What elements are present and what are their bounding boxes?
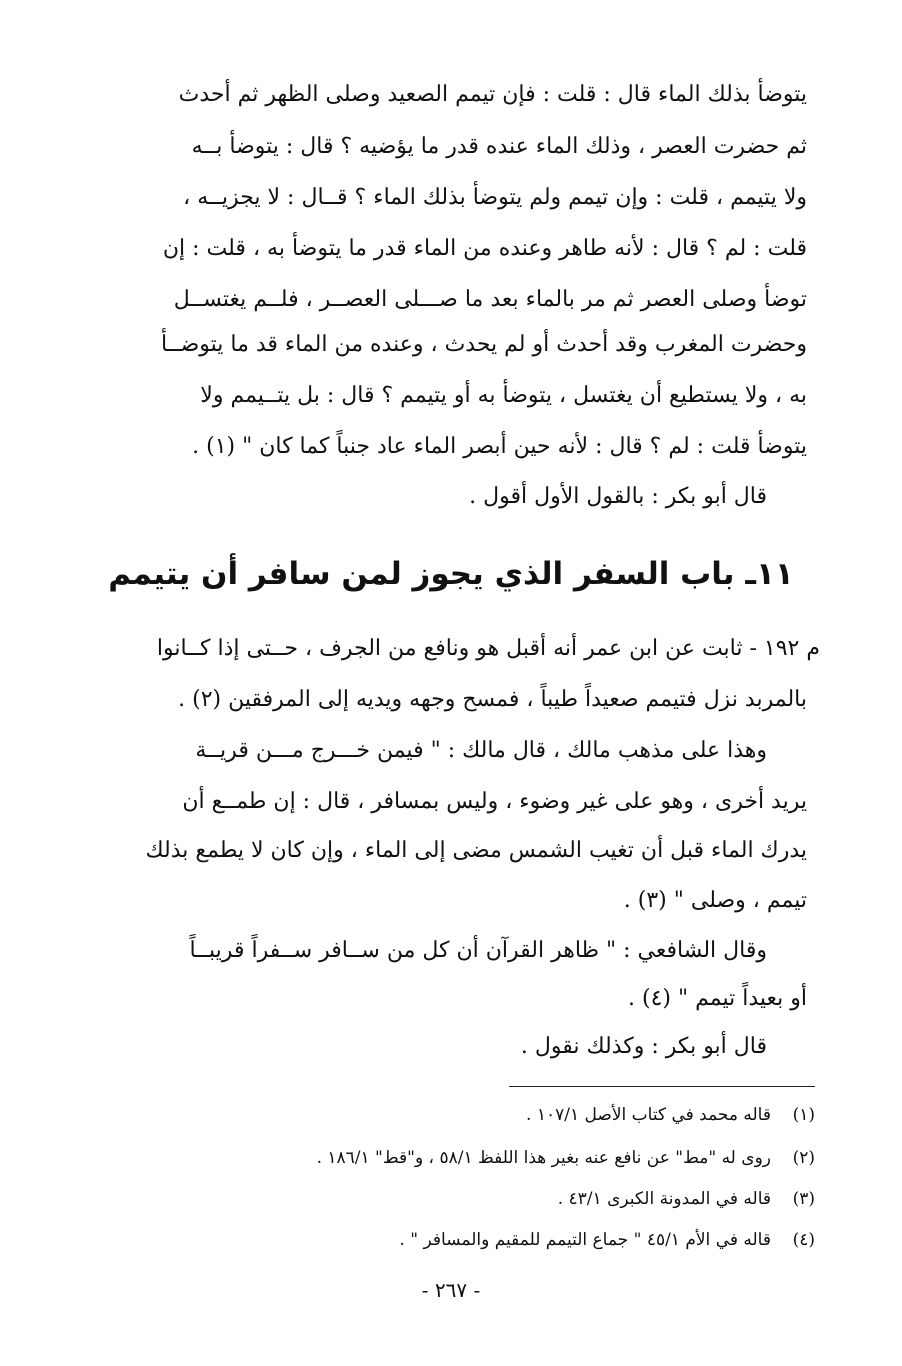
footnote-text: روى له "مط" عن نافع عنه بغير هذا اللفظ ٥٨/١ ، و"قط" ١٨٦/١ . — [316, 1148, 771, 1168]
body-line: وحضرت المغرب وقد أحدث أو لم يحدث ، وعنده من الماء قد ما يتوضــأ — [160, 332, 807, 357]
footnote-text: قاله محمد في كتاب الأصل ١٠٧/١ . — [526, 1105, 771, 1125]
footnote — [526, 1102, 815, 1128]
footnote-text: قاله في الأم ٤٥/١ " جماع التيمم للمقيم والمسافر " . — [399, 1230, 771, 1250]
body-line: يتوضأ قلت : لم ؟ قال : لأنه حين أبصر الماء عاد جنباً كما كان " (١) . — [192, 434, 807, 459]
footnote-number: (٤) — [792, 1230, 815, 1250]
footnote — [317, 1145, 815, 1171]
body-line: ولا يتيمم ، قلت : وإن تيمم ولم يتوضأ بذلك الماء ؟ قــال : لا يجزيــه ، — [183, 185, 807, 210]
body-line: قلت : لم ؟ قال : لأنه طاهر وعنده من الماء قدر ما يتوضأ به ، قلت : إن — [162, 236, 807, 261]
footnote — [400, 1227, 816, 1253]
body-line: قال أبو بكر : بالقول الأول أقول . — [469, 484, 767, 509]
section-heading: ١١ـ باب السفر الذي يجوز لمن سافر أن يتيمم — [108, 556, 794, 592]
body-line: وقال الشافعي : " ظاهر القرآن أن كل من ســافر ســفراً قريبــاً — [189, 938, 767, 963]
footnote-number: (٣) — [792, 1189, 815, 1209]
body-line: م ١٩٢ - ثابت عن ابن عمر أنه أقبل هو ونافع من الجرف ، حــتى إذا كــانوا — [156, 636, 820, 661]
footnote-text: قاله في المدونة الكبرى ٤٣/١ . — [557, 1189, 771, 1209]
footnote-separator — [509, 1086, 815, 1087]
footnote-number: (١) — [792, 1105, 815, 1125]
body-line: وهذا على مذهب مالك ، قال مالك : " فيمن خـــرج مـــن قريــة — [195, 738, 767, 763]
body-line: أو بعيداً تيمم " (٤) . — [628, 986, 807, 1011]
footnote-number: (٢) — [792, 1148, 815, 1168]
body-line: بالمربد نزل فتيمم صعيداً طيباً ، فمسح وجهه ويديه إلى المرفقين (٢) . — [178, 687, 807, 712]
body-line: يتوضأ بذلك الماء قال : قلت : فإن تيمم الصعيد وصلى الظهر ثم أحدث — [178, 82, 807, 107]
page-number: - ٢٦٧ - — [421, 1278, 481, 1302]
body-line: يدرك الماء قبل أن تغيب الشمس مضى إلى الماء ، وإن كان لا يطمع بذلك — [145, 838, 807, 863]
body-line: به ، ولا يستطيع أن يغتسل ، يتوضأ به أو يتيمم ؟ قال : بل يتــيمم ولا — [200, 383, 807, 408]
body-line: قال أبو بكر : وكذلك نقول . — [520, 1034, 767, 1059]
body-line: تيمم ، وصلى " (٣) . — [623, 888, 807, 913]
body-line: توضأ وصلى العصر ثم مر بالماء بعد ما صـــلى العصــر ، فلــم يغتســل — [173, 287, 807, 312]
body-line: ثم حضرت العصر ، وذلك الماء عنده قدر ما يؤضيه ؟ قال : يتوضأ بــه — [191, 134, 807, 159]
body-line: يريد أخرى ، وهو على غير وضوء ، وليس بمسافر ، قال : إن طمــع أن — [182, 789, 807, 814]
footnote — [558, 1186, 815, 1212]
